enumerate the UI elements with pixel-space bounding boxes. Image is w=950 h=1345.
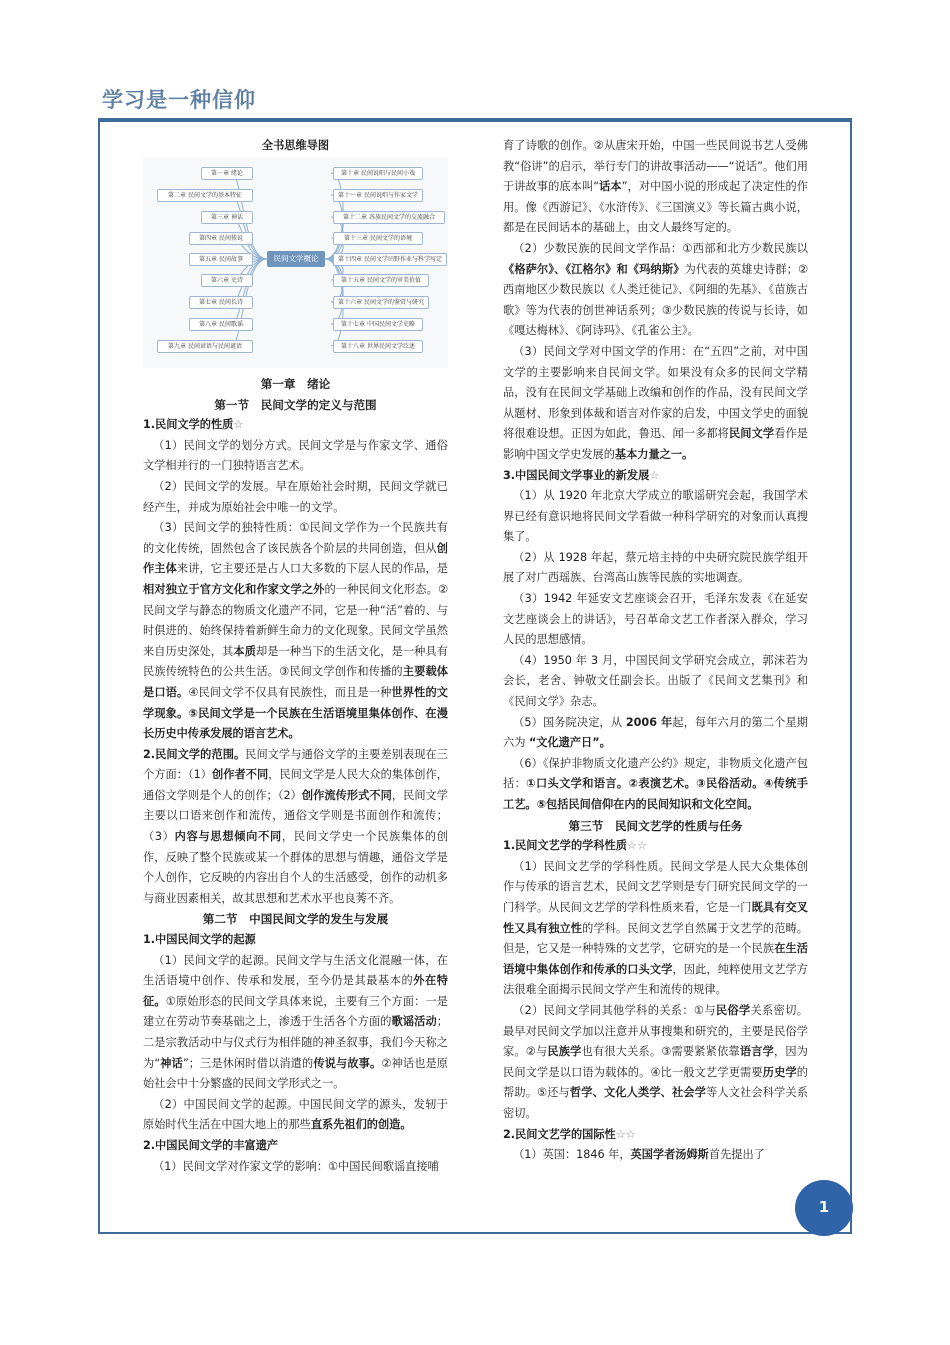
paragraph: （3）民间文学对中国文学的作用：在“五四”之前，对中国文学的主要影响来自民间文学。如果没有众多的民间文学精品，没有在民间文学基础上改编和创作的作品，没有民间文学从题材、形象到体裁和语言对作家的启发，中国文学史的面貌将很难设想。正因为如此，鲁迅、闻一多都将民间文学看作是影响中国文学史发展的基本力量之一。 <box>503 344 808 461</box>
paragraph: 育了诗歌的创作。②从唐宋开始，中国一些民间说书艺人受佛教“俗讲”的启示，举行专门的讲故事活动——“说话”。他们用于讲故事的底本叫“话本”，对中国小说的形成起了决定性的作用。像《西游记》、《水浒传》、《三国演义》等长篇古典小说，都是在民间话本的基础上，由文人最终写定的。 <box>503 139 808 235</box>
paragraph: （1）英国：1846 年，英国学者汤姆斯首先提出了 <box>513 1148 765 1162</box>
mindmap-node-right: 第十四章 民间文学田野作业与科学写定 <box>333 253 447 266</box>
paragraph: （2）民间文学的发展。早在原始社会时期，民间文学就已经产生，并成为原始社会中唯一的文学。 <box>143 479 448 514</box>
left-column <box>143 136 448 1177</box>
subheading: 2.民间文艺学的国际性☆☆ <box>503 1127 636 1141</box>
mindmap-title: 全书思维导图 <box>261 139 330 152</box>
mindmap <box>143 158 448 368</box>
subheading: 1.民间文学的性质☆ <box>143 418 244 432</box>
chapter-title: 第一章 绪论 <box>260 377 331 391</box>
paragraph: （2）少数民族的民间文学作品：①西部和北方少数民族以《格萨尔》、《江格尔》和《玛纳斯》为代表的英雄史诗群；②西南地区少数民族以《人类迁徙记》、《阿细的先基》、《苗族古歌》等为代表的创世神话系列；③少数民族的传说与长诗，如《嘎达梅林》、《阿诗玛》、《孔雀公主》。 <box>503 241 808 338</box>
paragraph: （1）民间文学对作家文学的影响：①中国民间歌谣直接哺 <box>153 1159 439 1173</box>
paragraph: （1）民间文学的划分方式。民间文学是与作家文学、通俗文学相并行的一门独特语言艺术。 <box>143 438 448 473</box>
subheading: 2.中国民间文学的丰富遗产 <box>143 1138 279 1152</box>
paragraph: （6）《保护非物质文化遗产公约》规定，非物质文化遗产包括：①口头文学和语言。②表演艺术。③民俗活动。④传统手工艺。⑤包括民间信仰在内的民间知识和文化空间。 <box>503 756 808 811</box>
mindmap-node-left: 第六章 史诗 <box>201 274 253 287</box>
paragraph: （1）民间文学的起源。民间文学与生活文化混融一体，在生活语境中创作、传承和发展，至今仍是其最基本的外在特征。①原始形态的民间文学具体来说，主要有三个方面：一是建立在劳动节奏基础之上，渗透于生活各个方面的歌谣活动；二是宗教活动中与仪式行为相伴随的神圣叙事，我们今天称之为“神话”；三是休闲时借以消遣的传说与故事。②神话也是原始社会中十分繁盛的民间文学形式之一。 <box>143 953 448 1091</box>
paragraph: 2.民间文学的范围。民间文学与通俗文学的主要差别表现在三个方面：（1）创作者不同，民间文学是人民大众的集体创作，通俗文学则是个人的创作；（2）创作流传形式不同，民间文学主要以口语来创作和流传，通俗文学则是书面创作和流传；（3）内容与思想倾向不同，民间文学史一个民族集体的创作，反映了整个民族或某一个群体的思想与情趣，通俗文学是个人创作，它反映的内容出自个人的生活感受，创作的动机多与商业因素相关，故其思想和艺术水平也良莠不齐。 <box>143 747 448 905</box>
paragraph: （2）从 1928 年起，蔡元培主持的中央研究院民族学组开展了对广西瑶族、台湾高山族等民族的实地调查。 <box>503 550 808 585</box>
mindmap-node-left: 第五章 民间故事 <box>189 253 253 266</box>
mindmap-node-right: 第十六章 民间文学的鉴赏与研究 <box>333 296 429 309</box>
right-column <box>503 136 808 1166</box>
paragraph: （2）民间文学同其他学科的关系：①与民俗学关系密切。最早对民间文学加以注意并从事搜集和研究的，主要是民俗学家。②与民族学也有很大关系。③需要紧紧依靠语言学，因为民间文学是以口语为载体的。④比一般文艺学更需要历史学的帮助。⑤还与哲学、文化人类学、社会学等人文社会科学关系密切。 <box>503 1003 808 1120</box>
paragraph: （2）中国民间文学的起源。中国民间文学的源头，发轫于原始时代生活在中国大地上的那些直系先祖们的创造。 <box>143 1097 448 1132</box>
mindmap-node-left: 第九章 民间谚语与民间谜语 <box>157 340 253 353</box>
subheading: 3.中国民间文学事业的新发展☆ <box>503 468 660 482</box>
section-title: 第二节 中国民间文学的发生与发展 <box>202 912 389 927</box>
paragraph: （4）1950 年 3 月，中国民间文学研究会成立，郭沫若为会长，老舍、钟敬文任副会长。出版了《民间文艺集刊》和《民间文学》杂志。 <box>503 653 808 709</box>
paragraph: （1）从 1920 年北京大学成立的歌谣研究会起，我国学术界已经有意识地将民间文学看做一种科学研究的对象而认真搜集了。 <box>503 489 808 544</box>
mindmap-node-left: 第三章 神话 <box>201 211 253 224</box>
paragraph: （3）1942 年延安文艺座谈会召开，毛泽东发表《在延安文艺座谈会上的讲话》，号召革命文艺工作者深入群众，学习人民的思想感情。 <box>503 592 808 647</box>
page-number-badge: 1 <box>795 1180 853 1236</box>
mindmap-node-right: 第十二章 各族民间文学的交流融合 <box>333 211 445 224</box>
brand-title: 学习是一种信仰 <box>102 88 256 112</box>
mindmap-node-left: 第二章 民间文学的基本特征 <box>157 189 253 202</box>
subheading: 1.中国民间文学的起源 <box>143 933 256 947</box>
mindmap-node-right: 第十八章 世界民间文学泛述 <box>333 340 423 353</box>
mindmap-node-right: 第十一章 民间说唱与作家文学 <box>333 189 423 202</box>
section-title: 第三节 民间文艺学的性质与任务 <box>568 818 743 833</box>
mindmap-node-right: 第十七章 中国民间文学史略 <box>333 318 423 331</box>
paragraph: （5）国务院决定，从 2006 年起，每年六月的第二个星期六为 “文化遗产日”。 <box>503 715 808 750</box>
mindmap-center: 民间文学概论 <box>267 251 325 267</box>
subheading: 1.民间文艺学的学科性质☆☆ <box>503 839 647 853</box>
paragraph: （1）民间文艺学的学科性质。民间文学是人民大众集体创作与传承的语言艺术，民间文艺学则是专门研究民间文学的一门科学。从民间文艺学的学科性质来看，它是一门既具有交叉性又具有独立性的学科。民间文艺学自然属于文艺学的范畴。但是，它又是一种特殊的文艺学，它研究的是一个民族在生活语境中集体创作和传承的口头文学，因此，纯粹使用文艺学方法很难全面揭示民间文学产生和流传的规律。 <box>503 859 808 997</box>
mindmap-node-left: 第七章 民间长诗 <box>189 296 253 309</box>
paragraph: （3）民间文学的独特性质：①民间文学作为一个民族共有的文化传统，固然包含了该民族各个阶层的共同创造，但从创作主体来讲，它主要还是占人口大多数的下层人民的作品，是相对独立于官方文化和作家文学之外的一种民间文化形态。②民间文学与静态的物质文化遗产不同，它是一种“活”着的、与时俱进的、始终保持着新鲜生命力的文化现象。民间文学虽然来自历史深处，其本质却是一种当下的生活文化，是一种具有民族传统特色的公共生活。③民间文学创作和传播的主要载体是口语。④民间文学不仅具有民族性，而且是一种世界性的文学现象。⑤民间文学是一个民族在生活语境里集体创作、在漫长历史中传承发展的语言艺术。 <box>143 521 448 741</box>
mindmap-node-left: 第四章 民间传说 <box>189 232 253 245</box>
mindmap-node-right: 第十三章 民间文学的语境 <box>333 232 423 245</box>
mindmap-node-left: 第一章 绪论 <box>201 167 253 180</box>
mindmap-node-right: 第十章 民间说唱与民间小戏 <box>333 167 423 180</box>
mindmap-node-right: 第十五章 民间文学的审美价值 <box>333 274 429 287</box>
mindmap-node-left: 第八章 民间歌谣 <box>189 318 253 331</box>
section-title: 第一节 民间文学的定义与范围 <box>214 397 377 412</box>
